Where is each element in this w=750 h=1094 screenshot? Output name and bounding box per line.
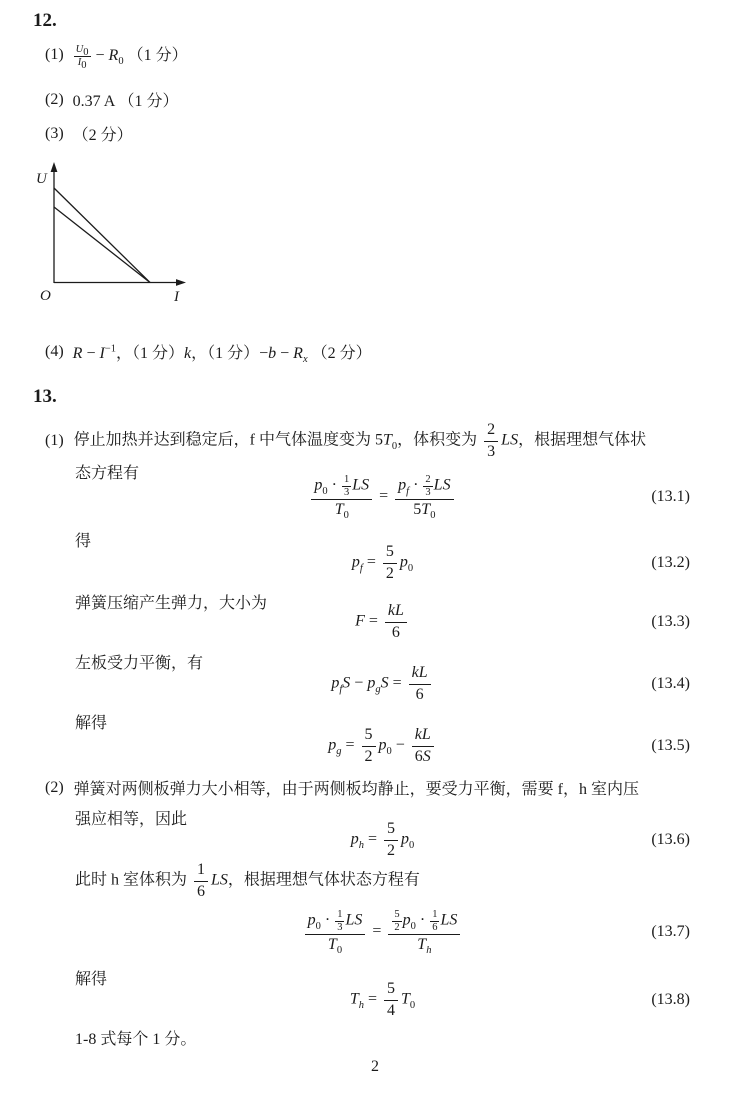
math-text: 2: [394, 921, 400, 933]
math-subscript: f: [339, 683, 343, 695]
origin-label: O: [40, 288, 51, 304]
math-var: I: [77, 56, 82, 68]
math-var: F: [355, 612, 365, 630]
answer-12-1: [45, 42, 188, 71]
fraction-denominator: [74, 57, 91, 69]
math-var: R: [72, 345, 83, 362]
math-var: LS: [501, 431, 519, 449]
math-var: p: [350, 830, 359, 848]
fraction-denominator: [305, 935, 366, 957]
math-text: =: [363, 990, 382, 1008]
math-text: −: [82, 345, 100, 362]
fraction-numerator: [388, 909, 460, 935]
math-text: −: [350, 674, 368, 692]
fraction-numerator: [395, 474, 453, 500]
fraction-denominator: [311, 500, 372, 522]
equation-13-8-math: [350, 980, 415, 1020]
fraction-denominator: [384, 841, 398, 860]
math-var: k: [183, 345, 192, 362]
math-subscript: 0: [409, 839, 415, 851]
math-text: ，根据理想气体状: [518, 431, 647, 449]
math-text: ，根据理想气体状态方程有: [227, 871, 420, 889]
item-12-4-math: [72, 340, 372, 366]
lead-de: 得: [75, 533, 92, 550]
equation-13-7-math: [302, 909, 464, 957]
fraction-denominator: [385, 623, 407, 642]
item-12-1-math: [73, 42, 188, 71]
math-subscript: 0: [410, 921, 416, 933]
math-var: LS: [211, 871, 228, 889]
equation-13-3: [75, 600, 690, 644]
math-text: 3: [487, 442, 496, 460]
answer-13-2-line1: [45, 776, 639, 799]
math-var: T: [417, 936, 427, 954]
math-text: （1 分）: [123, 47, 188, 64]
item-13-2-text2: [75, 861, 420, 901]
math-var: LS: [345, 911, 363, 929]
fraction: [395, 474, 453, 522]
math-text: 2: [387, 841, 396, 859]
math-text: 5: [385, 543, 394, 561]
math-var: p: [398, 476, 407, 494]
math-text: =: [388, 674, 406, 692]
item-12-4-label: (4): [45, 342, 64, 360]
equation-13-6: [75, 820, 690, 860]
equation-13-2: [75, 541, 690, 585]
upper-load-line: [54, 188, 150, 283]
equation-13-7-number: (13.7): [651, 923, 690, 940]
fraction-numerator: [311, 474, 372, 500]
fraction: [362, 726, 376, 766]
math-subscript: g: [375, 683, 381, 695]
math-subscript: f: [359, 562, 363, 574]
fraction-numerator: [342, 474, 351, 487]
fraction-denominator: [362, 747, 376, 766]
fraction: [305, 909, 366, 957]
math-var: LS: [440, 911, 458, 929]
math-text: 1: [337, 909, 343, 921]
fraction-numerator: [194, 861, 208, 881]
math-text: 1: [432, 909, 438, 921]
math-var: p: [328, 736, 337, 754]
math-var: T: [383, 431, 392, 449]
math-text: 5: [387, 980, 396, 998]
fraction: [385, 602, 407, 642]
equation-13-4: [75, 662, 690, 706]
math-text: 3: [425, 486, 431, 498]
math-text: 2: [364, 747, 373, 765]
math-text: 2: [487, 421, 496, 439]
math-text: =: [362, 553, 380, 571]
math-var: p: [402, 911, 411, 929]
math-text: =: [364, 612, 382, 630]
math-var: S: [422, 747, 431, 765]
math-var: p: [314, 476, 323, 494]
math-var: R: [108, 47, 119, 64]
math-text: 6: [415, 685, 424, 703]
math-text: 5: [394, 909, 400, 921]
math-text: ·: [415, 911, 430, 929]
fraction: [74, 44, 91, 71]
math-subscript: g: [336, 745, 342, 757]
fraction: [423, 474, 432, 498]
math-superscript: −1: [104, 343, 116, 355]
fraction-numerator: [412, 726, 434, 746]
math-text: ，体积变为: [397, 431, 482, 449]
item-12-1-label: (1): [45, 46, 64, 64]
fraction-denominator: [384, 1001, 398, 1020]
fraction-denominator: [395, 500, 453, 522]
math-text: =: [363, 830, 382, 848]
fraction-numerator: [430, 909, 439, 922]
math-subscript: f: [406, 486, 410, 498]
fraction: [412, 726, 434, 766]
fraction-numerator: [362, 726, 376, 746]
equation-13-2-math: [352, 543, 413, 583]
equation-13-5: [75, 724, 690, 768]
equation-13-5-number: (13.5): [651, 737, 690, 754]
math-subscript: 0: [409, 999, 416, 1011]
math-subscript: 0: [343, 510, 349, 522]
equation-13-2-number: (13.2): [651, 554, 690, 571]
math-subscript: 0: [118, 56, 124, 68]
math-text: 1: [343, 474, 350, 486]
math-text: 6: [197, 882, 206, 900]
item-13-1-label: (1): [45, 432, 64, 449]
answer-13-2-line3: [75, 858, 420, 904]
math-subscript: 0: [83, 47, 89, 59]
math-text: =: [375, 487, 393, 505]
fraction: [409, 664, 431, 704]
math-subscript: 0: [322, 486, 328, 498]
fraction-denominator: [409, 685, 431, 704]
math-text: ·: [327, 476, 341, 494]
fraction: [484, 421, 498, 461]
math-subscript: 0: [81, 59, 87, 71]
equation-13-5-math: [328, 726, 437, 766]
math-text: （2 分）: [307, 345, 372, 362]
fraction-numerator: [423, 474, 432, 487]
item-13-1-text: [74, 421, 646, 461]
fraction-numerator: [484, 421, 498, 441]
item-13-2-text: 弹簧对两侧板弹力大小相等，由于两侧板均静止，要受力平衡，需要 f，h 室内压: [73, 781, 639, 798]
math-text: =: [341, 736, 359, 754]
math-text: 3: [343, 486, 350, 498]
item-13-2-label: (2): [45, 778, 64, 796]
fraction-denominator: [392, 922, 401, 934]
lead-spring-force: 弹簧压缩产生弹力，大小为: [75, 595, 268, 612]
item-12-2-text: 0.37 A （1 分）: [72, 93, 179, 110]
equation-13-6-number: (13.6): [651, 831, 690, 848]
math-var: LS: [352, 476, 370, 494]
math-subscript: x: [302, 354, 308, 366]
problem-12-heading: 12.: [33, 10, 57, 31]
math-subscript: 0: [386, 745, 392, 757]
math-text: 6: [391, 623, 400, 641]
y-axis-arrow-icon: [51, 162, 58, 172]
answer-13-2-line2: 强应相等，因此: [75, 811, 188, 828]
math-text: =: [368, 922, 386, 940]
math-text: ·: [320, 911, 335, 929]
fraction-numerator: [335, 909, 344, 922]
math-var: I: [99, 345, 105, 362]
math-var: kL: [414, 726, 431, 744]
math-var: kL: [411, 664, 428, 682]
equation-13-3-number: (13.3): [651, 613, 690, 630]
math-subscript: 0: [315, 921, 321, 933]
math-var: p: [367, 674, 376, 692]
page-number: 2: [371, 1058, 379, 1075]
math-subscript: h: [358, 999, 364, 1011]
fraction-denominator: [383, 564, 397, 583]
math-var: kL: [387, 602, 404, 620]
math-var: LS: [433, 476, 451, 494]
fraction: [383, 543, 397, 583]
math-var: p: [307, 911, 316, 929]
answer-13-1-line2: 态方程有: [75, 465, 140, 482]
item-12-3-text: （2 分）: [72, 127, 133, 144]
math-text: ，（1 分）−: [191, 345, 269, 362]
fraction-numerator: [74, 44, 91, 57]
math-text: 5: [413, 501, 422, 519]
fraction-denominator: [484, 442, 498, 461]
math-text: −: [276, 345, 294, 362]
x-axis-arrow-icon: [176, 279, 186, 286]
math-text: 2: [385, 564, 394, 582]
lead-solve-2: 解得: [75, 971, 108, 988]
math-text: 5: [364, 726, 373, 744]
lower-load-line: [54, 207, 150, 283]
fraction: [194, 861, 208, 901]
equation-13-4-number: (13.4): [651, 675, 690, 692]
math-subscript: 0: [336, 945, 343, 957]
math-subscript: h: [426, 945, 432, 957]
fraction: [388, 909, 460, 957]
x-axis-label: I: [174, 289, 179, 305]
equation-13-1-math: [308, 474, 456, 522]
math-var: T: [349, 990, 359, 1008]
math-var: p: [399, 553, 408, 571]
math-subscript: h: [358, 839, 364, 851]
uv-characteristic-graph: [28, 160, 203, 308]
fraction-denominator: [342, 487, 351, 499]
math-var: p: [351, 553, 360, 571]
math-var: S: [380, 674, 389, 692]
item-12-2-label: (2): [45, 90, 64, 108]
math-subscript: 0: [391, 440, 398, 452]
answer-13-1-line1: [45, 418, 646, 464]
equation-13-4-math: [331, 664, 433, 704]
equation-13-8-number: (13.8): [651, 991, 690, 1008]
fraction-numerator: [409, 664, 431, 684]
math-text: ·: [409, 476, 423, 494]
math-var: S: [342, 674, 351, 692]
answer-12-3: [45, 122, 133, 145]
math-text: 停止加热并达到稳定后，f 中气体温度变为 5: [73, 431, 383, 449]
lead-left-plate: 左板受力平衡，有: [75, 655, 204, 672]
fraction-denominator: [412, 747, 434, 766]
math-text: −: [391, 736, 409, 754]
fraction: [311, 474, 372, 522]
math-var: b: [268, 345, 277, 362]
fraction-numerator: [384, 980, 398, 1000]
math-text: ，（1 分）: [115, 345, 184, 362]
math-text: 此时 h 室体积为: [75, 871, 192, 889]
math-subscript: 0: [430, 510, 436, 522]
fraction-numerator: [383, 543, 397, 563]
math-text: 4: [387, 1001, 396, 1019]
equation-13-1-number: (13.1): [651, 488, 690, 505]
fraction-denominator: [388, 935, 460, 957]
equation-13-6-math: [351, 820, 415, 860]
fraction-denominator: [423, 487, 432, 499]
equation-13-7: [75, 906, 690, 958]
y-axis-label: U: [36, 171, 47, 187]
fraction: [430, 909, 439, 933]
math-var: p: [378, 736, 387, 754]
math-var: p: [331, 674, 340, 692]
fraction: [335, 909, 344, 933]
math-text: −: [91, 47, 109, 64]
math-var: T: [334, 501, 344, 519]
fraction: [384, 980, 398, 1020]
equation-13-8: [75, 978, 690, 1022]
item-12-3-label: (3): [45, 124, 64, 142]
fraction-numerator: [305, 909, 366, 935]
fraction: [384, 820, 398, 860]
math-var: R: [293, 345, 303, 362]
math-text: 1: [197, 861, 206, 879]
lead-solve-1: 解得: [75, 715, 108, 732]
scoring-note: 1-8 式每个 1 分。: [75, 1031, 197, 1048]
answer-12-2: [45, 88, 178, 111]
equation-13-1: [75, 472, 690, 522]
math-var: T: [421, 501, 431, 519]
math-text: 6: [414, 747, 423, 765]
fraction-denominator: [194, 882, 208, 901]
math-text: 2: [425, 474, 431, 486]
equation-13-3-math: [355, 602, 410, 642]
math-text: 6: [432, 921, 438, 933]
fraction-denominator: [335, 922, 344, 934]
problem-13-heading: 13.: [33, 386, 57, 407]
answer-12-4: [45, 340, 372, 366]
fraction-numerator: [384, 820, 398, 840]
fraction: [392, 909, 401, 933]
fraction-numerator: [385, 602, 407, 622]
math-text: 5: [387, 820, 396, 838]
math-subscript: 0: [407, 562, 414, 574]
fraction: [342, 474, 351, 498]
math-text: 3: [337, 921, 343, 933]
math-var: p: [401, 830, 410, 848]
fraction-numerator: [392, 909, 401, 922]
math-var: T: [401, 990, 410, 1008]
math-var: U: [75, 44, 84, 56]
math-var: T: [327, 936, 337, 954]
fraction-denominator: [430, 922, 439, 934]
